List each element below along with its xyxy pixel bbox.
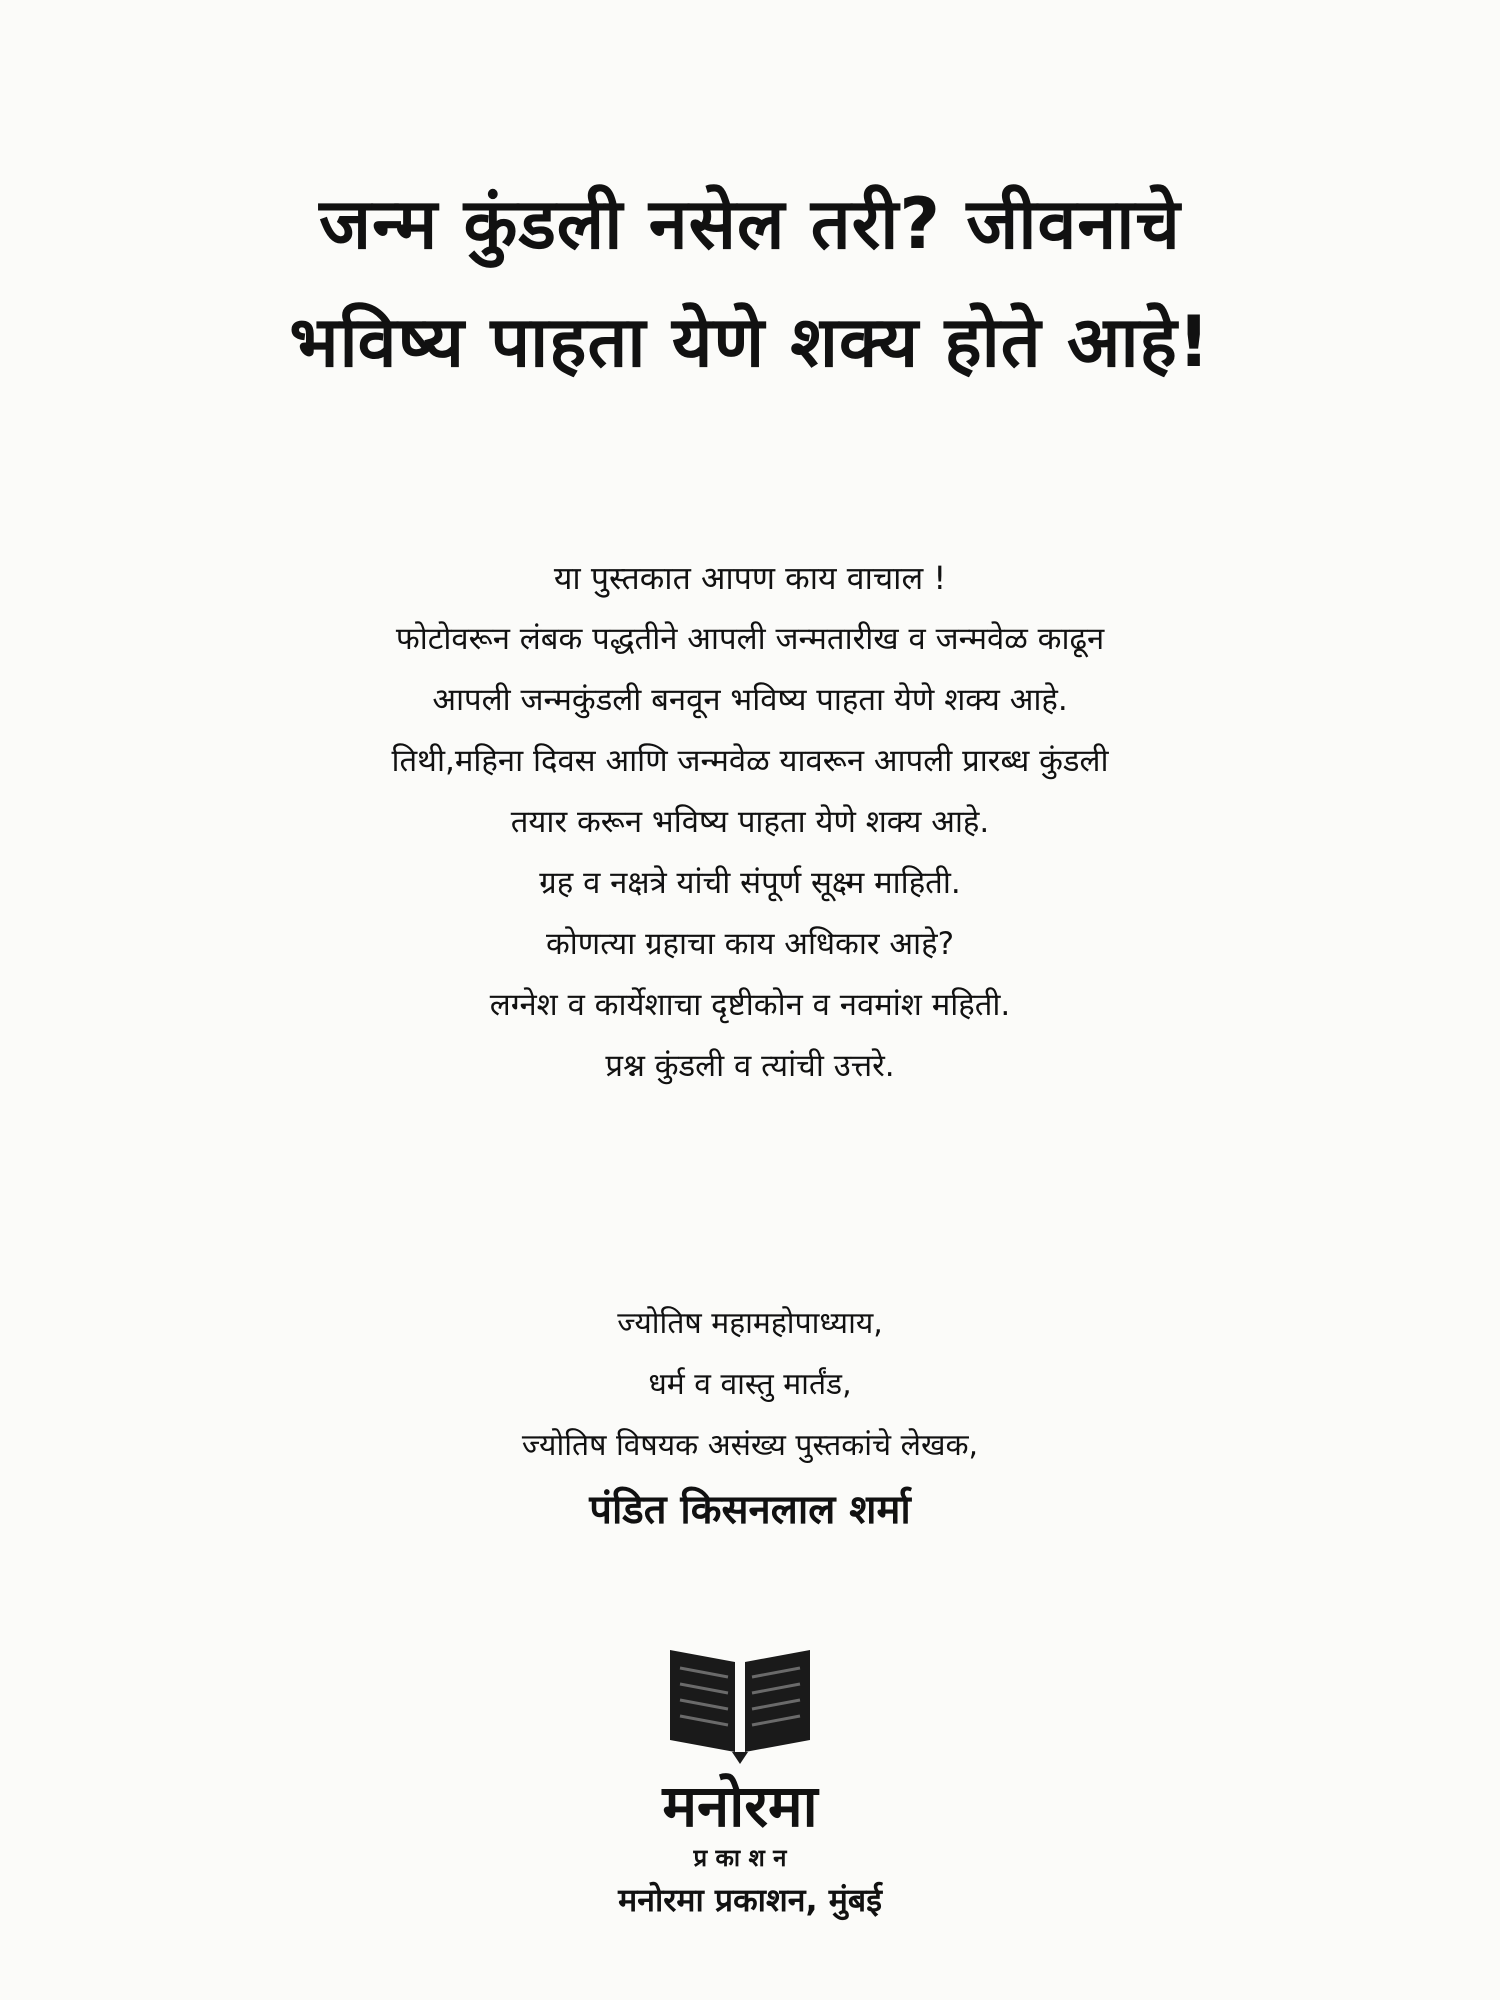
logo-wordmark: मनोरमा [662, 1772, 818, 1840]
author-credential: धर्म व वास्तु मार्तंड, [648, 1367, 852, 1402]
contents-line: आपली जन्मकुंडली बनवून भविष्य पाहता येणे शक्य आहे. [432, 682, 1068, 718]
author-credential: ज्योतिष विषयक असंख्य पुस्तकांचे लेखक, [521, 1428, 979, 1463]
open-book-icon [640, 1640, 840, 1880]
contents-line: लग्नेश व कार्येशाचा दृष्टीकोन व नवमांश महिती. [489, 987, 1011, 1023]
contents-line: कोणत्या ग्रहाचा काय अधिकार आहे? [545, 926, 955, 962]
author-credential: ज्योतिष महामहोपाध्याय, [617, 1306, 883, 1341]
publisher-logo [640, 1640, 840, 1880]
title-line-2: भविष्य पाहता येणे शक्य होते आहे! [289, 301, 1211, 383]
publisher-name: मनोरमा प्रकाशन, मुंबई [618, 1881, 882, 1919]
contents-line: तयार करून भविष्य पाहता येणे शक्य आहे. [510, 804, 990, 840]
logo-subtext: प्र का श न [693, 1844, 787, 1872]
contents-line: ग्रह व नक्षत्रे यांची संपूर्ण सूक्ष्म माहिती. [539, 865, 961, 901]
contents-summary [150, 548, 1350, 1097]
author-block [250, 1293, 1250, 1544]
contents-line: प्रश्न कुंडली व त्यांची उत्तरे. [605, 1048, 895, 1084]
title-line-1: जन्म कुंडली नसेल तरी? जीवनाचे [319, 183, 1181, 265]
author-name: पंडित किसनलाल शर्मा [589, 1487, 911, 1533]
contents-line: फोटोवरून लंबक पद्धतीने आपली जन्मतारीख व जन्मवेळ काढून [395, 621, 1105, 657]
book-title [150, 165, 1350, 401]
contents-heading: या पुस्तकात आपण काय वाचाल ! [553, 559, 947, 597]
contents-line: तिथी,महिना दिवस आणि जन्मवेळ यावरून आपली प्रारब्ध कुंडली [391, 743, 1109, 779]
